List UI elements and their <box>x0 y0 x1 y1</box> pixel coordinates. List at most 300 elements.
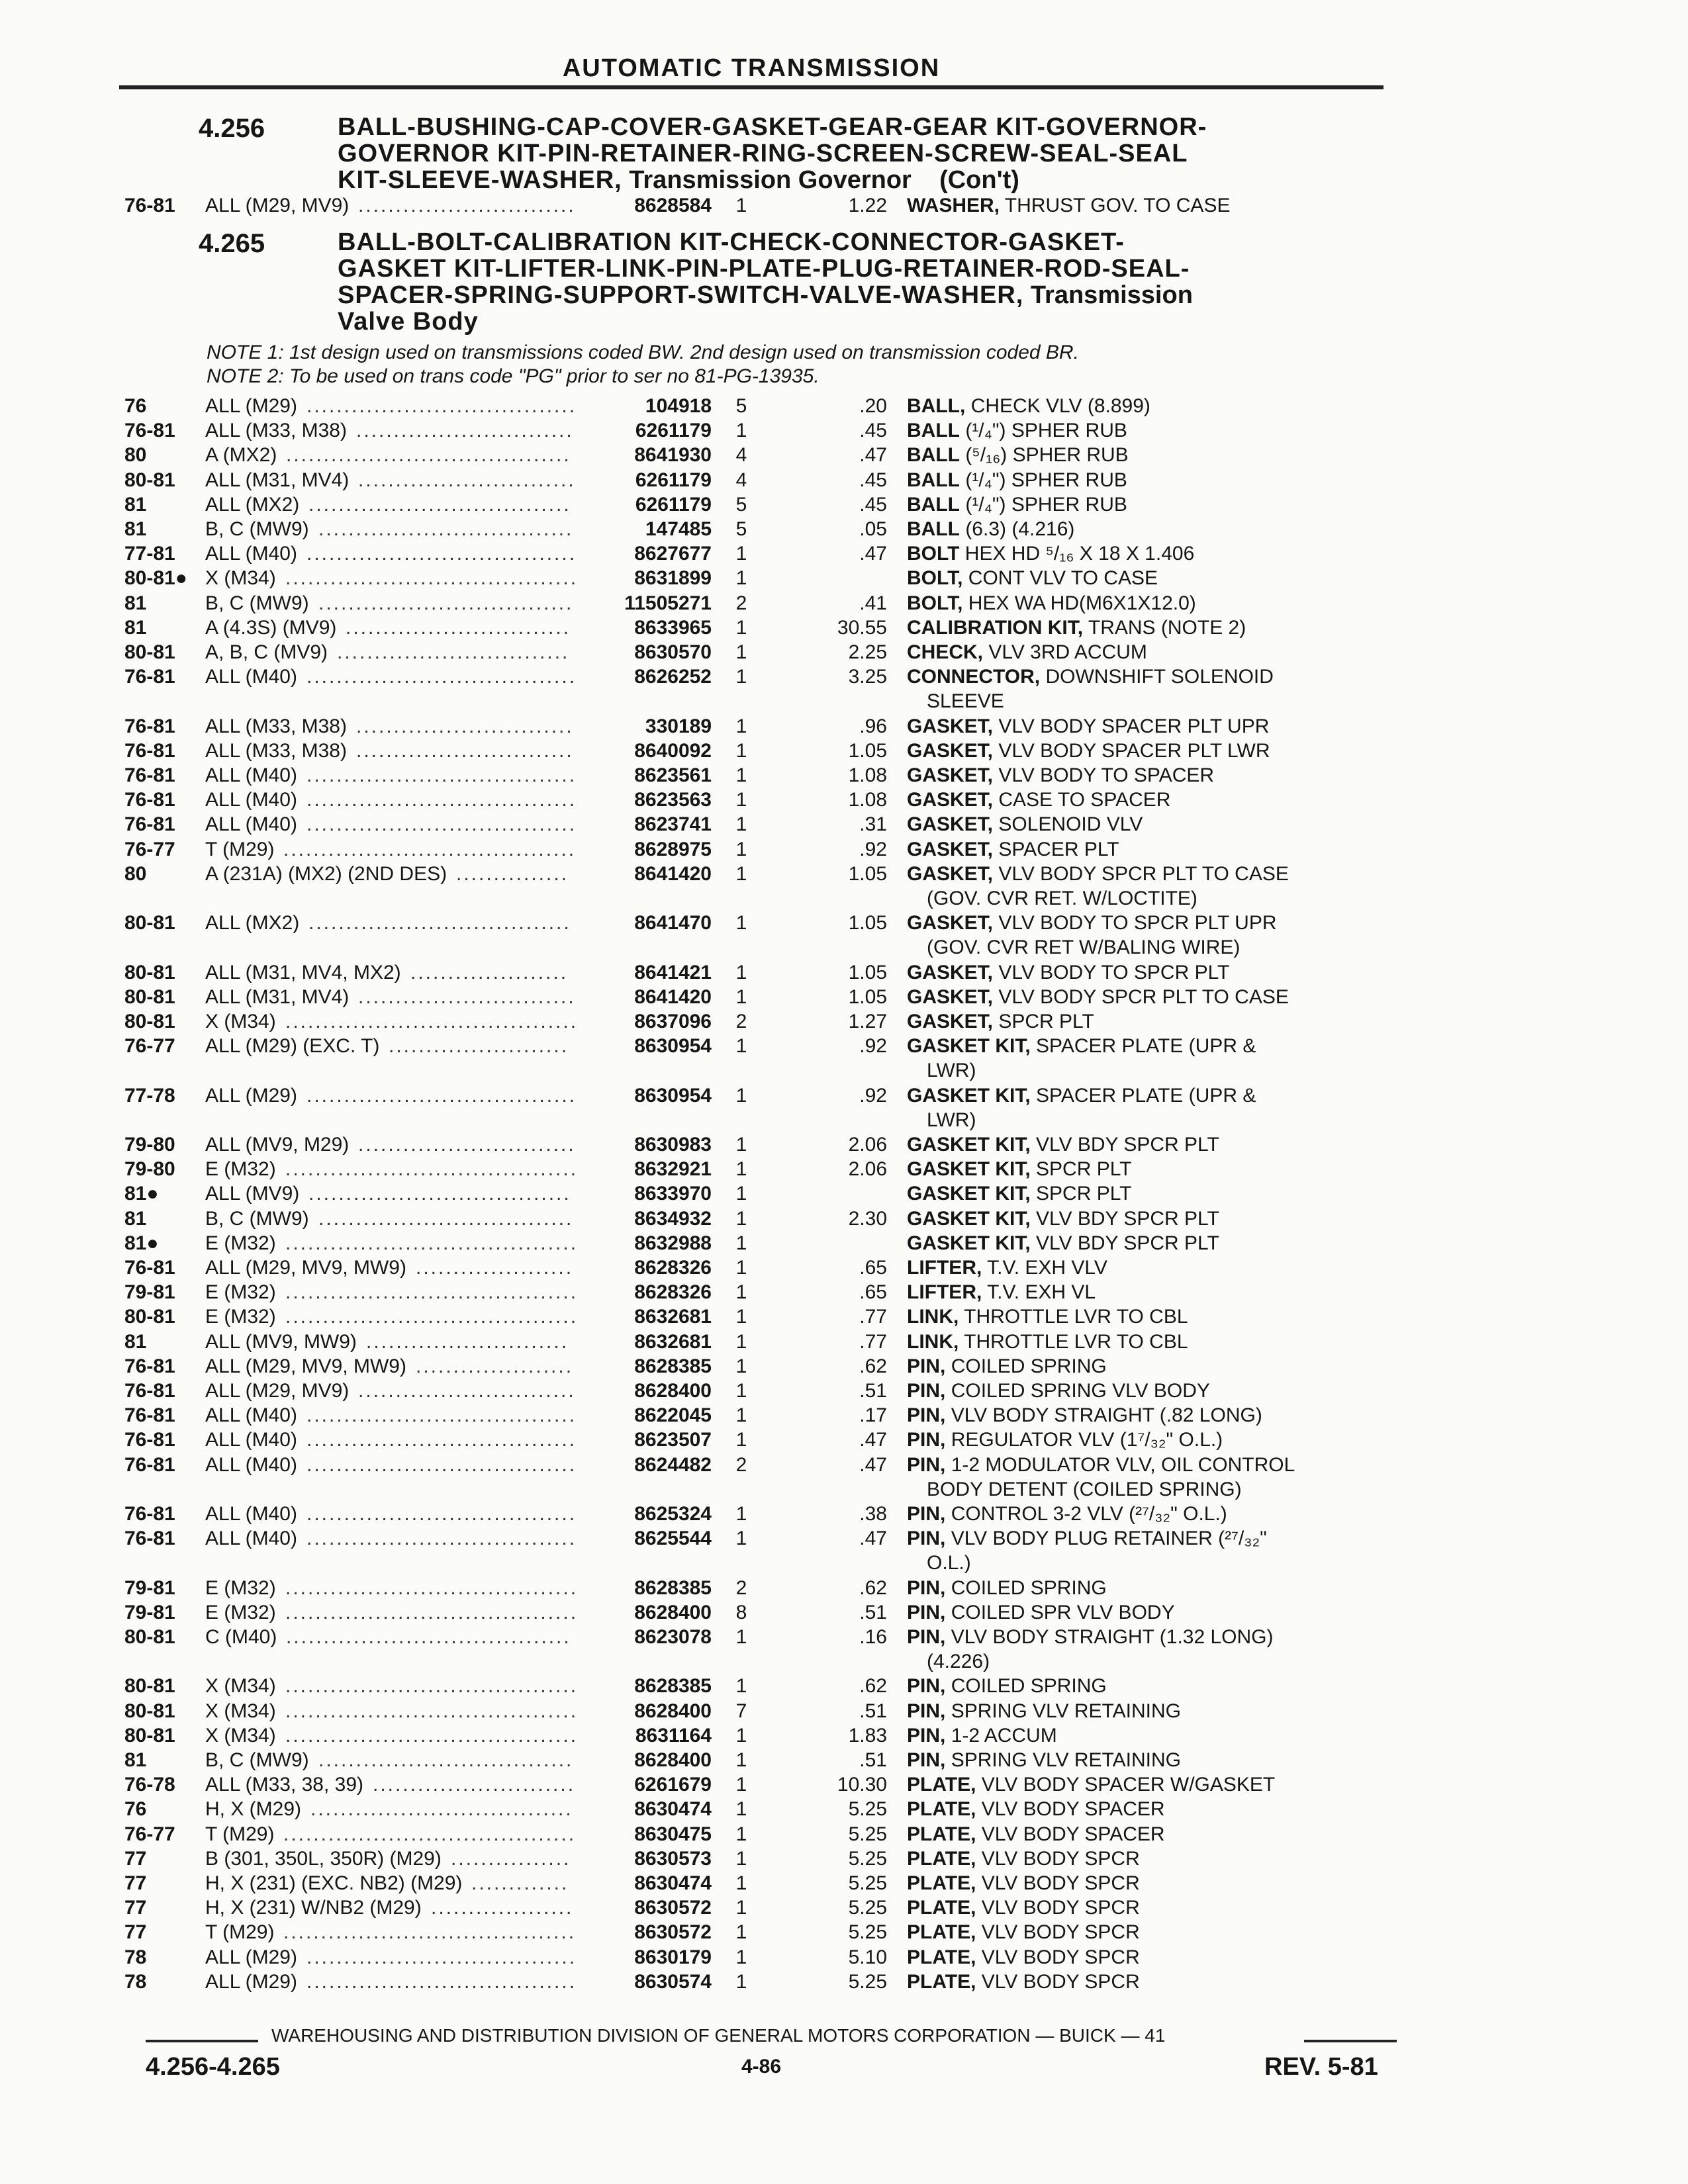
section-title-line: BALL-BOLT-CALIBRATION KIT-CHECK-CONNECTOR-GASKET- <box>338 228 1125 256</box>
description-cell <box>907 1009 1094 1034</box>
price-cell: 1.05 <box>848 862 887 885</box>
table-row <box>0 1354 1688 1379</box>
part-number-cell: 8628400 <box>634 1601 712 1623</box>
leader-dots: ....................................... <box>285 1281 579 1304</box>
part-name: LIFTER, <box>907 1281 982 1304</box>
year-cell: 76-81 <box>124 813 175 836</box>
note-2: NOTE 2: To be used on trans code "PG" prior to ser no 81-PG-13935. <box>207 365 820 387</box>
part-name: GASKET, <box>907 739 994 762</box>
leader-dots: ........................ <box>389 1035 569 1058</box>
part-number-cell: 8630954 <box>634 1084 712 1107</box>
description-cell <box>907 1034 1256 1082</box>
part-description: REGULATOR VLV (1⁷/₃₂" O.L.) <box>945 1429 1223 1451</box>
part-number-cell: 8630574 <box>634 1970 712 1993</box>
part-description-continued: LWR) <box>927 1060 976 1082</box>
quantity-cell: 1 <box>735 1749 747 1771</box>
price-cell: .92 <box>859 1035 887 1058</box>
year-cell: 76-81 <box>124 195 175 216</box>
year-cell: 80 <box>124 444 147 467</box>
part-number-cell: 8632681 <box>634 1306 712 1328</box>
part-description: HEX WA HD(M6X1X12.0) <box>962 592 1196 614</box>
leader-dots: .................................... <box>306 1429 577 1451</box>
price-cell: 1.22 <box>848 195 887 216</box>
leader-dots: .............................. <box>346 616 571 639</box>
description-cell <box>907 1132 1219 1157</box>
year-cell: 76-81 <box>124 1453 175 1476</box>
price-cell: .05 <box>859 518 887 540</box>
year-cell: 81 <box>124 1749 147 1771</box>
model-cell: A (MX2) <box>205 444 277 467</box>
part-number-cell: 8640092 <box>634 739 712 762</box>
year-cell: 76-81 <box>124 1503 175 1525</box>
model-cell: ALL (M29) <box>205 395 297 417</box>
part-description: VLV BODY STRAIGHT (.82 LONG) <box>945 1404 1262 1427</box>
part-number-cell: 8641930 <box>634 444 712 467</box>
leader-dots: ............................. <box>356 420 574 442</box>
model-cell: ALL (M31, MV4, MX2) <box>205 961 401 983</box>
year-cell: 77 <box>124 1847 147 1870</box>
section-title-line: GOVERNOR KIT-PIN-RETAINER-RING-SCREEN-SCREW-SEAL-SEAL <box>338 140 1188 167</box>
section-number: 4.265 <box>199 229 265 258</box>
model-cell: ALL (MX2) <box>205 912 300 934</box>
year-cell: 76-81 <box>124 1527 175 1550</box>
footer-revision: REV. 5-81 <box>1264 2053 1378 2081</box>
description-cell <box>907 1330 1188 1354</box>
model-cell: T (M29) <box>205 838 275 860</box>
quantity-cell: 1 <box>735 195 747 216</box>
part-name: GASKET, <box>907 715 994 737</box>
model-cell: B, C (MW9) <box>205 1749 309 1771</box>
part-number-cell: 8628584 <box>634 195 712 216</box>
part-name: GASKET KIT, <box>907 1232 1031 1254</box>
part-number-cell: 8628400 <box>634 1749 712 1771</box>
part-name: GASKET, <box>907 912 994 934</box>
part-name: GASKET, <box>907 862 994 885</box>
description-cell <box>907 1723 1057 1748</box>
year-cell: 80 <box>124 862 147 885</box>
model-cell: X (M34) <box>205 567 276 590</box>
part-number-cell: 8630474 <box>634 1872 712 1894</box>
year-cell: 76-77 <box>124 838 175 860</box>
model-cell: X (M34) <box>205 1011 276 1032</box>
year-cell: 76-78 <box>124 1774 175 1796</box>
part-description: COILED SPRING <box>945 1675 1107 1698</box>
part-name: BALL <box>907 444 960 467</box>
description-cell <box>907 714 1269 739</box>
year-cell: 80-81 <box>124 985 175 1008</box>
leader-dots: .................................... <box>306 1527 577 1550</box>
table-row <box>0 418 1688 443</box>
leader-dots: ....................................... <box>283 1921 577 1944</box>
quantity-cell: 1 <box>735 1946 747 1968</box>
price-cell: .47 <box>859 1527 887 1550</box>
part-description: COILED SPRING <box>945 1355 1107 1377</box>
part-number-cell: 8630570 <box>634 641 712 663</box>
part-number-cell: 8625324 <box>634 1503 712 1525</box>
leader-dots: ....................................... <box>285 1724 579 1747</box>
price-cell: 2.25 <box>848 641 887 663</box>
leader-dots: ....................................... <box>285 1158 579 1181</box>
year-cell: 81 <box>124 1207 147 1230</box>
part-number-cell: 8632921 <box>634 1158 712 1181</box>
part-name: PIN, <box>907 1429 946 1451</box>
description-cell <box>907 1502 1227 1526</box>
section-title-text: SPACER-SPRING-SUPPORT-SWITCH-VALVE-WASHER, <box>338 281 1024 309</box>
leader-dots: ........................... <box>373 1774 576 1796</box>
leader-dots: ..................... <box>410 961 569 983</box>
part-name: BALL, <box>907 395 966 417</box>
year-cell: 76-81 <box>124 1355 175 1377</box>
leader-dots: .................................. <box>318 518 574 540</box>
description-cell <box>907 1526 1267 1574</box>
table-row <box>0 1699 1688 1723</box>
price-cell: .92 <box>859 838 887 860</box>
leader-dots: ....................................... <box>285 1232 579 1254</box>
part-name: GASKET KIT, <box>907 1183 1031 1205</box>
part-name: LINK, <box>907 1306 959 1328</box>
year-cell: 80-81 <box>124 469 175 491</box>
description-cell <box>907 1083 1256 1131</box>
quantity-cell: 1 <box>735 1847 747 1870</box>
price-cell: .47 <box>859 1453 887 1476</box>
description-cell <box>907 492 1127 517</box>
part-name: BALL <box>907 420 960 442</box>
part-name: BOLT <box>907 543 960 565</box>
part-number-cell: 8634932 <box>634 1207 712 1230</box>
leader-dots: .................................... <box>306 666 577 688</box>
quantity-cell: 1 <box>735 862 747 885</box>
price-cell: 30.55 <box>837 616 887 639</box>
quantity-cell: 1 <box>735 1281 747 1304</box>
table-row <box>0 1526 1688 1574</box>
description-cell <box>907 1822 1165 1846</box>
price-cell: .51 <box>859 1700 887 1722</box>
part-name: GASKET, <box>907 813 994 836</box>
leader-dots: ............................... <box>337 641 570 663</box>
part-name: PIN, <box>907 1404 946 1427</box>
table-row <box>0 640 1688 664</box>
year-cell: 80-81 <box>124 1724 175 1747</box>
quantity-cell: 1 <box>735 1084 747 1107</box>
description-cell <box>907 1797 1165 1821</box>
price-cell: 2.06 <box>848 1158 887 1181</box>
quantity-cell: 1 <box>735 1626 747 1648</box>
quantity-cell: 4 <box>735 469 747 491</box>
table-row <box>0 1970 1688 1994</box>
table-row <box>0 1723 1688 1748</box>
model-cell: B (301, 350L, 350R) (M29) <box>205 1847 442 1870</box>
table-row <box>0 1674 1688 1698</box>
leader-dots: ....................................... <box>283 838 577 860</box>
model-cell: ALL (M40) <box>205 1404 297 1427</box>
leader-dots: ............................. <box>356 739 574 762</box>
model-cell: ALL (M40) <box>205 1503 297 1525</box>
part-description: 1-2 ACCUM <box>945 1724 1057 1747</box>
table-row <box>0 1502 1688 1526</box>
part-name: BOLT, <box>907 567 963 590</box>
price-cell: .92 <box>859 1084 887 1107</box>
page-title: AUTOMATIC TRANSMISSION <box>562 54 941 82</box>
description-cell <box>907 664 1274 713</box>
year-cell: 81 <box>124 518 147 540</box>
leader-dots: .................................... <box>306 1946 577 1968</box>
leader-dots: ................................... <box>308 493 571 516</box>
part-number-cell: 8628400 <box>634 1700 712 1722</box>
model-cell: E (M32) <box>205 1306 276 1328</box>
table-row <box>0 1846 1688 1871</box>
price-cell: .38 <box>859 1503 887 1525</box>
part-description-continued: LWR) <box>927 1109 976 1131</box>
price-cell: 10.30 <box>837 1774 887 1796</box>
price-cell: 1.08 <box>848 789 887 811</box>
part-number-cell: 8628385 <box>634 1355 712 1377</box>
quantity-cell: 1 <box>735 1872 747 1894</box>
description-cell <box>907 837 1119 862</box>
section-title <box>338 229 1383 335</box>
model-cell: E (M32) <box>205 1576 276 1599</box>
description-cell <box>907 1748 1181 1772</box>
part-number-cell: 8641420 <box>634 985 712 1008</box>
description-cell <box>907 960 1229 985</box>
model-cell: ALL (M29) (EXC. T) <box>205 1035 380 1058</box>
table-row <box>0 1871 1688 1895</box>
part-name: GASKET, <box>907 764 994 786</box>
year-cell: 76 <box>124 1798 147 1821</box>
table-row <box>0 1034 1688 1082</box>
part-number-cell: 8625544 <box>634 1527 712 1550</box>
quantity-cell: 1 <box>735 1207 747 1230</box>
quantity-cell: 7 <box>735 1700 747 1722</box>
quantity-cell: 1 <box>735 1970 747 1993</box>
description-cell <box>907 541 1194 566</box>
model-cell: E (M32) <box>205 1281 276 1304</box>
model-cell: C (M40) <box>205 1626 277 1648</box>
description-cell <box>907 418 1127 443</box>
table-row <box>0 763 1688 788</box>
description-cell <box>907 812 1143 837</box>
leader-dots: .................................... <box>306 395 577 417</box>
notes <box>207 341 1079 388</box>
table-row <box>0 492 1688 517</box>
model-cell: ALL (MV9, M29) <box>205 1134 350 1156</box>
leader-dots: ............................. <box>358 985 576 1008</box>
table-row <box>0 443 1688 467</box>
price-cell: .62 <box>859 1675 887 1698</box>
price-cell: .31 <box>859 813 887 836</box>
part-number-cell: 8630475 <box>634 1823 712 1845</box>
year-cell: 80-81 <box>124 1675 175 1698</box>
year-cell: 79-81 <box>124 1601 175 1623</box>
price-cell: .47 <box>859 444 887 467</box>
leader-dots: ................ <box>451 1847 571 1870</box>
description-cell <box>907 911 1277 959</box>
table-row <box>0 1403 1688 1428</box>
part-description: CASE TO SPACER <box>993 789 1171 811</box>
model-cell: ALL (M29, MV9, MW9) <box>205 1257 406 1279</box>
model-cell: ALL (M40) <box>205 666 297 688</box>
model-cell: B, C (MW9) <box>205 592 309 614</box>
table-row <box>0 1231 1688 1255</box>
table-row <box>0 837 1688 862</box>
part-number-cell: 330189 <box>645 715 712 737</box>
footer-rule-right <box>1304 2040 1397 2042</box>
year-cell: 76-81 <box>124 420 175 442</box>
part-number-cell: 8641421 <box>634 961 712 983</box>
part-description: SOLENOID VLV <box>993 813 1143 836</box>
table-row <box>0 664 1688 713</box>
quantity-cell: 5 <box>735 493 747 516</box>
part-description: CONT VLV TO CASE <box>962 567 1158 590</box>
model-cell: E (M32) <box>205 1232 276 1254</box>
table-row <box>0 541 1688 566</box>
part-description-continued: (4.226) <box>927 1651 990 1672</box>
leader-dots: ............................. <box>358 469 576 491</box>
quantity-cell: 1 <box>735 764 747 786</box>
price-cell: 5.25 <box>848 1872 887 1894</box>
table-row <box>0 1600 1688 1625</box>
price-cell: .51 <box>859 1601 887 1623</box>
price-cell: 1.27 <box>848 1011 887 1032</box>
table-row <box>0 193 1688 218</box>
part-description: VLV BODY SPCR <box>976 1897 1140 1919</box>
part-description: TRANS (NOTE 2) <box>1083 616 1246 639</box>
part-name: PIN, <box>907 1626 946 1648</box>
part-number-cell: 8633965 <box>634 616 712 639</box>
part-number-cell: 8630572 <box>634 1897 712 1919</box>
leader-dots: ...................................... <box>286 1626 571 1648</box>
table-row <box>0 960 1688 985</box>
section-title-line: BALL-BUSHING-CAP-COVER-GASKET-GEAR-GEAR KIT-GOVERNOR- <box>338 113 1207 141</box>
model-cell: X (M34) <box>205 1724 276 1747</box>
quantity-cell: 1 <box>735 1675 747 1698</box>
description-cell <box>907 1304 1188 1329</box>
part-description: (¹/₄") SPHER RUB <box>959 469 1127 491</box>
table-row <box>0 911 1688 959</box>
quantity-cell: 1 <box>735 1330 747 1353</box>
part-description: VLV BDY SPCR PLT <box>1030 1232 1219 1254</box>
quantity-cell: 2 <box>735 1011 747 1032</box>
part-description: CHECK VLV (8.899) <box>965 395 1150 417</box>
description-cell <box>907 1231 1219 1255</box>
price-cell: 5.25 <box>848 1921 887 1944</box>
leader-dots: ....................................... <box>285 1306 579 1328</box>
description-cell <box>907 615 1246 640</box>
leader-dots: ................... <box>431 1897 574 1919</box>
part-number-cell: 104918 <box>645 395 712 417</box>
year-cell: 76-81 <box>124 1404 175 1427</box>
model-cell: ALL (M33, M38) <box>205 715 347 737</box>
quantity-cell: 1 <box>735 420 747 442</box>
model-cell: A (231A) (MX2) (2ND DES) <box>205 862 447 885</box>
leader-dots: .................................... <box>306 764 577 786</box>
year-cell: 79-81 <box>124 1281 175 1304</box>
description-cell <box>907 1699 1181 1723</box>
part-description: COILED SPRING VLV BODY <box>945 1380 1210 1402</box>
model-cell: ALL (M29, MV9) <box>205 1380 350 1402</box>
price-cell: 2.06 <box>848 1134 887 1156</box>
price-cell: 1.83 <box>848 1724 887 1747</box>
price-cell: .51 <box>859 1380 887 1402</box>
part-description: DOWNSHIFT SOLENOID <box>1040 666 1274 688</box>
year-cell: 81● <box>124 1232 159 1254</box>
quantity-cell: 2 <box>735 1576 747 1599</box>
part-description: HEX HD ⁵/₁₆ X 18 X 1.406 <box>959 543 1195 565</box>
description-cell <box>907 1871 1140 1895</box>
quantity-cell: 1 <box>735 813 747 836</box>
part-number-cell: 8628385 <box>634 1576 712 1599</box>
section-title-line <box>338 282 1383 308</box>
quantity-cell: 5 <box>735 395 747 417</box>
table-row <box>0 1255 1688 1280</box>
part-number-cell: 8630474 <box>634 1798 712 1821</box>
year-cell: 80-81 <box>124 912 175 934</box>
price-cell: .45 <box>859 469 887 491</box>
quantity-cell: 1 <box>735 739 747 762</box>
part-description: SPRING VLV RETAINING <box>945 1700 1181 1722</box>
part-description: VLV BODY SPACER W/GASKET <box>976 1774 1276 1796</box>
model-cell: ALL (MX2) <box>205 493 300 516</box>
part-number-cell: 6261679 <box>634 1774 712 1796</box>
part-name: PIN, <box>907 1601 946 1623</box>
part-description: VLV BODY TO SPCR PLT UPR <box>993 912 1277 934</box>
part-name: GASKET KIT, <box>907 1158 1031 1181</box>
part-number-cell: 8637096 <box>634 1011 712 1032</box>
table-row <box>0 985 1688 1009</box>
leader-dots: .................................... <box>306 543 577 565</box>
part-number-cell: 8630983 <box>634 1134 712 1156</box>
part-name: PLATE, <box>907 1921 976 1944</box>
quantity-cell: 1 <box>735 985 747 1008</box>
part-name: PIN, <box>907 1675 946 1698</box>
part-name: PLATE, <box>907 1798 976 1821</box>
section-title-line <box>338 167 1383 193</box>
quantity-cell: 1 <box>735 1527 747 1550</box>
model-cell: H, X (231) W/NB2 (M29) <box>205 1897 422 1919</box>
part-name: CONNECTOR, <box>907 666 1041 688</box>
description-cell <box>907 1674 1107 1698</box>
model-cell: ALL (MV9, MW9) <box>205 1330 357 1353</box>
quantity-cell: 1 <box>735 715 747 737</box>
part-description: T.V. EXH VLV <box>982 1257 1107 1279</box>
model-cell: ALL (M29) <box>205 1970 297 1993</box>
table-row <box>0 1822 1688 1846</box>
part-name: PLATE, <box>907 1847 976 1870</box>
description-cell <box>907 591 1196 615</box>
part-number-cell: 11505271 <box>624 592 712 614</box>
year-cell: 79-80 <box>124 1134 175 1156</box>
leader-dots: ............................. <box>358 1380 576 1402</box>
description-cell <box>907 1181 1132 1206</box>
part-number-cell: 8628975 <box>634 838 712 860</box>
part-name: GASKET, <box>907 789 994 811</box>
part-number-cell: 8630954 <box>634 1035 712 1058</box>
leader-dots: .................................. <box>318 592 574 614</box>
part-name: GASKET, <box>907 985 994 1008</box>
part-description: SPRING VLV RETAINING <box>945 1749 1181 1771</box>
part-number-cell: 8632988 <box>634 1232 712 1254</box>
part-number-cell: 8630573 <box>634 1847 712 1870</box>
part-description: VLV BODY SPCR <box>976 1946 1140 1968</box>
quantity-cell: 1 <box>735 789 747 811</box>
quantity-cell: 1 <box>735 1798 747 1821</box>
leader-dots: ............................. <box>358 195 576 216</box>
table-row <box>0 714 1688 739</box>
description-cell <box>907 468 1127 492</box>
leader-dots: ...................................... <box>286 444 571 467</box>
quantity-cell: 1 <box>735 1897 747 1919</box>
part-number-cell: 8630572 <box>634 1921 712 1944</box>
price-cell: .47 <box>859 543 887 565</box>
